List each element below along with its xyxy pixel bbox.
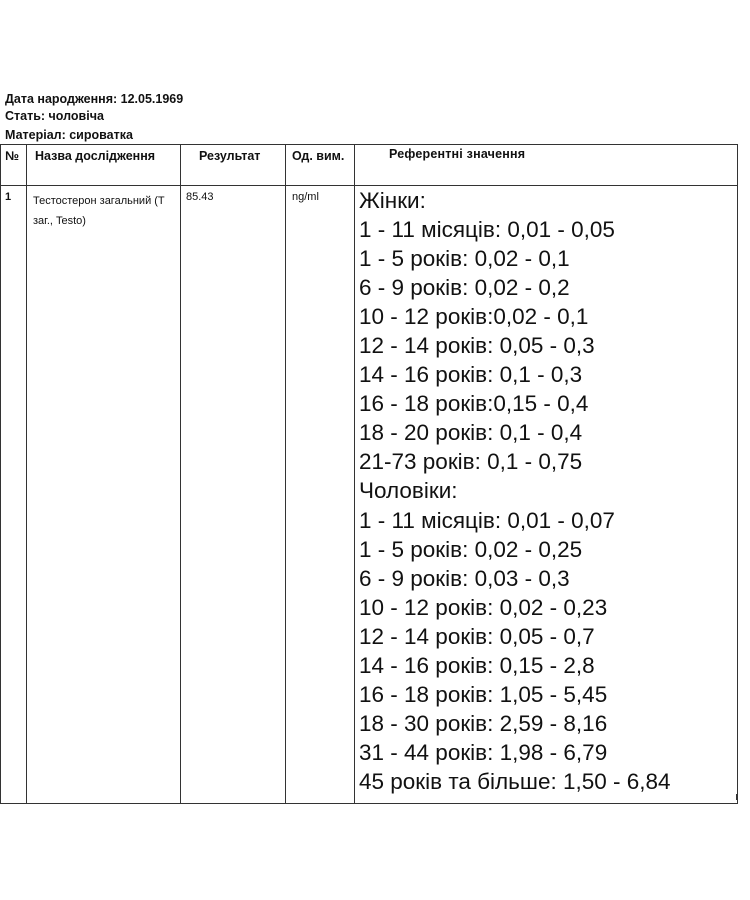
reference-line: 31 - 44 років: 1,98 - 6,79 [359,739,608,765]
reference-line: 10 - 12 років:0,02 - 0,1 [359,304,589,330]
reference-line: Чоловіки: [359,478,458,504]
table-row [1,186,738,804]
reference-line: 12 - 14 років: 0,05 - 0,7 [359,623,595,649]
col-header-test-name: Назва дослідження [27,145,181,186]
table-continuation-tick [285,794,286,800]
reference-line: 1 - 5 років: 0,02 - 0,1 [359,246,570,272]
test-unit: ng/ml [286,186,355,804]
material-label: Матеріал: сироватка [5,128,133,142]
reference-line: 1 - 5 років: 0,02 - 0,25 [359,536,583,562]
col-header-unit: Од. вим. [286,145,355,186]
sex-label: Стать: чоловіча [5,109,104,123]
reference-line: Жінки: [359,188,426,213]
table-continuation-tick [736,794,737,800]
reference-line: 18 - 30 років: 2,59 - 8,16 [359,710,608,736]
reference-line: 18 - 20 років: 0,1 - 0,4 [359,420,583,446]
reference-line: 6 - 9 років: 0,02 - 0,2 [359,275,570,301]
reference-line: 6 - 9 років: 0,03 - 0,3 [359,565,570,591]
test-result: 85.43 [181,186,286,804]
reference-line: 10 - 12 років: 0,02 - 0,23 [359,594,608,620]
birth-date-label: Дата народження: 12.05.1969 [5,92,184,106]
reference-line: 14 - 16 років: 0,15 - 2,8 [359,652,595,678]
col-header-number: № [1,145,27,186]
table-header-row [1,145,738,186]
reference-line: 21-73 років: 0,1 - 0,75 [359,449,583,475]
col-header-reference: Референтні значення [355,145,738,186]
test-name: Тестостерон загальний (Т заг., Testo) [27,186,181,804]
reference-line: 12 - 14 років: 0,05 - 0,3 [359,333,595,359]
row-number: 1 [1,186,27,804]
reference-line: 16 - 18 років: 1,05 - 5,45 [359,681,608,707]
table-continuation-tick [180,794,181,800]
table-continuation-tick [26,794,27,800]
col-header-result: Результат [181,145,286,186]
reference-line: 45 років та більше: 1,50 - 6,84 [359,768,671,794]
reference-line: 16 - 18 років:0,15 - 0,4 [359,391,589,417]
reference-line: 1 - 11 місяців: 0,01 - 0,07 [359,507,615,533]
reference-line: 1 - 11 місяців: 0,01 - 0,05 [359,217,615,243]
table-continuation-tick [354,794,355,800]
reference-line: 14 - 16 років: 0,1 - 0,3 [359,362,583,388]
reference-values [355,186,738,804]
results-table [0,144,738,804]
birth-date-clipped [0,92,750,107]
